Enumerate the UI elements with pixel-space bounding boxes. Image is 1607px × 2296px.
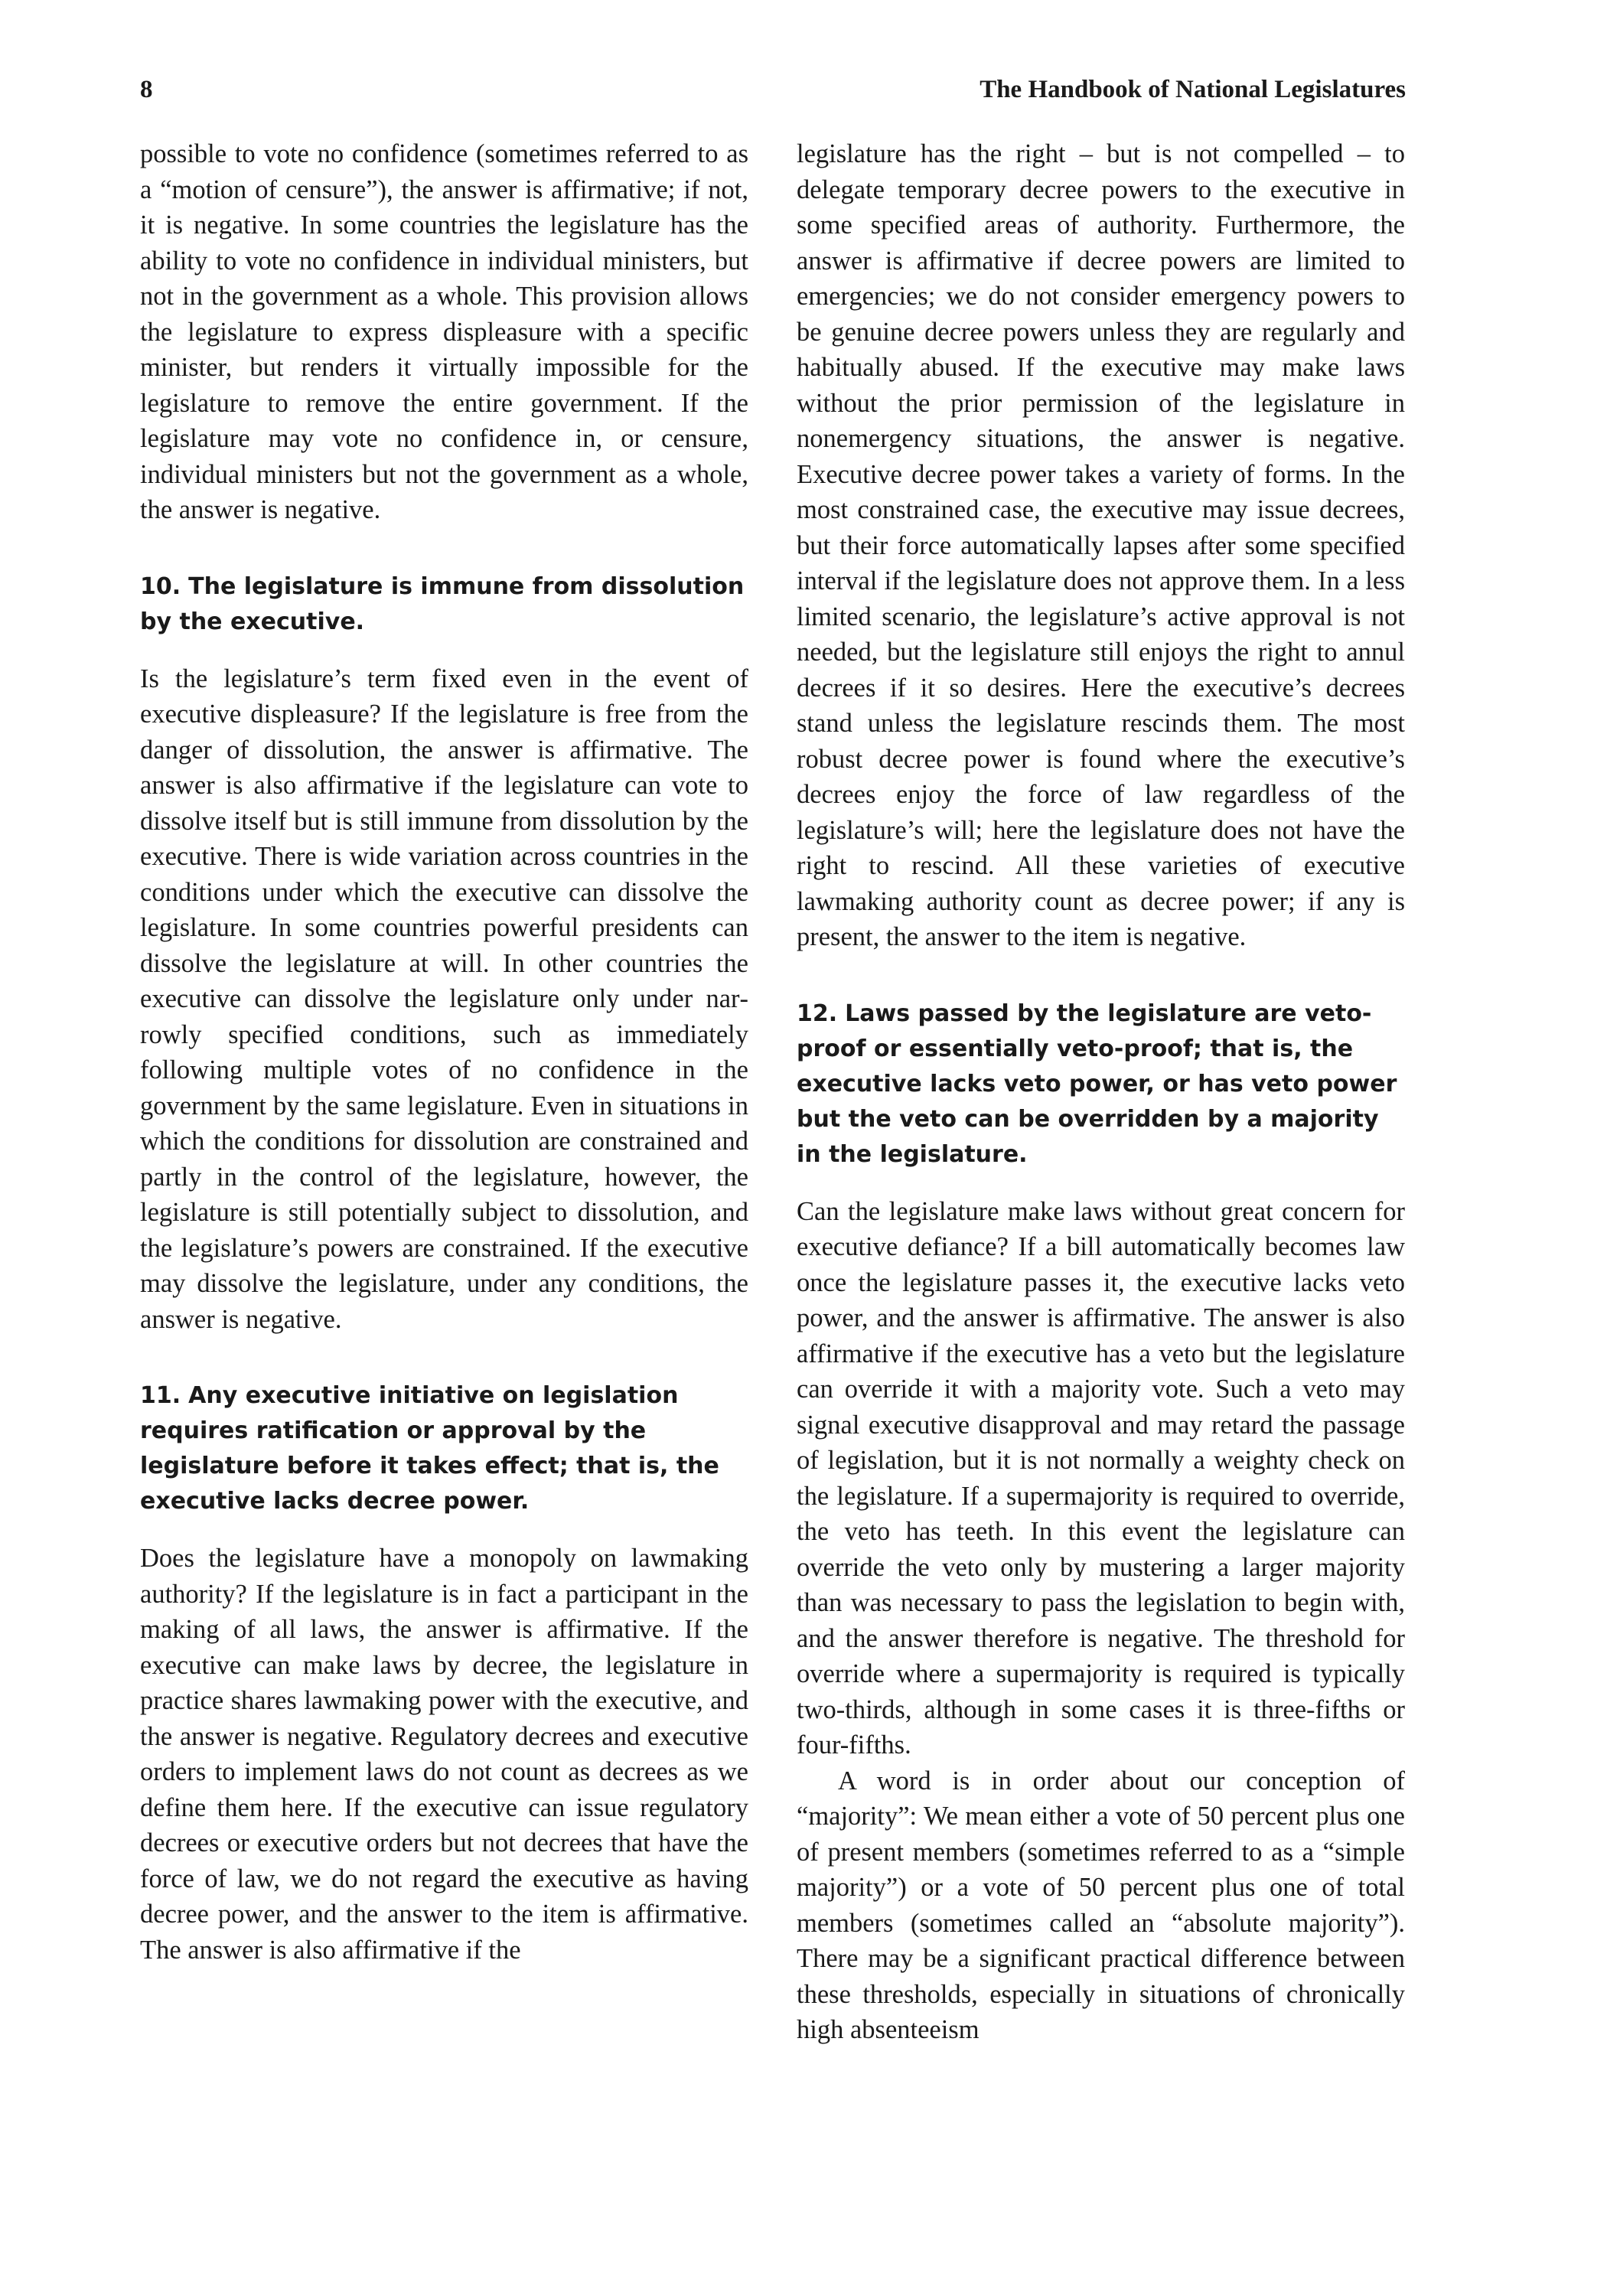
paragraph-veto: Can the legislature make laws without great concern for executive defiance? If a bill automatically becomes law once the legislature passes it, the executive lacks veto power, and the answer is affirmative. The answer is also affirmative if the executive has a veto but the legislature can override it with a majority vote. Such a veto may signal executive disapproval and may retard the passage of legislation, but it is not normally a weighty check on the legislature. If a supermajority is required to override, the veto has teeth. In this event the legislature can override the veto only by mustering a larger majority than was necessary to pass the legislation to begin with, and the answer therefore is negative. The threshold for override where a supermajority is required is typically two-thirds, although in some cases it is three-fifths or four-fifths. — [797, 1196, 1405, 1760]
paragraph-decree-power: Does the legislature have a monopoly on lawmaking authority? If the legislature is in fact a participant in the making of all laws, the answer is affirmative. If the executive can make laws by decree, the legislature in practice shares lawmaking power with the executive, and the answer is negative. Regulatory decrees and executive orders to implement laws do not count as decrees as we define them here. If the executive can issue regulatory decrees or executive orders but not decrees that have the force of law, we do not regard the executive as having decree power, and the answer to the item is affirmative. The answer is also affirmative if the — [140, 1544, 748, 1965]
left-column — [140, 136, 748, 1968]
paragraph-dissolution: Is the legislature’s term fixed even in the event of executive displeasure? If the legislature is free from the danger of dissolution, the answer is affirmative. The answer is also affirmative if the legislature can vote to dissolve itself but is still immune from dissolution by the executive. There is wide variation across countries in the conditions under which the executive can dissolve the legislature. In some countries powerful presidents can dissolve the legislature at will. In other countries the executive can dissolve the legislature only under narrowly specified conditions, such as immediately following multiple votes of no confidence in the government by the same legislature. Even in situations in which the conditions for dissolution are constrained and partly in the control of the legislature, however, the legislature is still potentially subject to dissolution, and the legislature’s powers are constrained. If the executive may dissolve the legislature, under any conditions, the answer is negative. — [140, 664, 748, 1334]
running-head — [140, 70, 1406, 109]
paragraph-majority: A word is in order about our conception of “majority”: We mean either a vote of 50 percent plus one of present members (sometimes referred to as a “simple majority”) or a vote of 50 percent plus one of total members (sometimes called an “absolute majority”). There may be a significant practical difference between these thresholds, especially in situations of chronically high absenteeism — [797, 1766, 1405, 2044]
section-number-12: 12. — [797, 1000, 838, 1027]
paragraph-decree-power-continued: legislature has the right – but is not compelled – to delegate temporary decree powers to the executive in some specified areas of authority. Furthermore, the answer is affirmative if decree powers are limited to emergencies; we do not consider emergency powers to be genuine decree powers unless they are regularly and habitually abused. If the executive may make laws without the prior permission of the legislature in nonemergency situations, the answer is negative. Executive decree power takes a variety of forms. In the most constrained case, the executive may issue decrees, but their force automatically lapses after some specified interval if the legislature does not approve them. In a less limited scenario, the legislature’s active approval is not needed, but the legislature still enjoys the right to annul decrees if it so desires. Here the executive’s decrees stand unless the legislature rescinds them. The most robust decree power is found where the executive’s decrees enjoy the force of law regardless of the legislature’s will; here the legislature does not have the right to rescind. All these varieties of executive lawmaking authority count as decree power; if any is present, the answer to the item is negative. — [797, 139, 1405, 951]
section-number-10: 10. — [140, 572, 181, 600]
book-title: The Handbook of National Legislatures — [980, 76, 1406, 103]
page-number: 8 — [140, 76, 153, 103]
section-title-11: Any executive initiative on legislation requires ratification or approval by the legislature before it takes effect; that is, the executive lacks decree power. — [140, 1382, 719, 1515]
section-heading-12 — [797, 996, 1405, 1172]
right-column — [797, 136, 1405, 2048]
section-heading-10 — [140, 569, 748, 640]
section-title-12: Laws passed by the legislature are veto-proof or essentially veto-proof; that is, the executive lacks veto power, or has veto power but the veto can be overridden by a majority in the legislature. — [797, 1000, 1397, 1168]
section-heading-11 — [140, 1378, 748, 1519]
section-number-11: 11. — [140, 1382, 181, 1409]
paragraph-censure-conclusion: possible to vote no confidence (sometimes referred to as a “motion of censure”), the answer is affirmative; if not, it is negative. In some countries the legislature has the ability to vote no confidence in individual ministers, but not in the government as a whole. This provision allows the legislature to express displeasure with a specific minister, but renders it virtually impossible for the legislature to remove the entire government. If the legislature may vote no confidence in, or censure, individual ministers but not the government as a whole, the answer is negative. — [140, 139, 748, 524]
section-title-10: The legislature is immune from dissolution by the executive. — [140, 572, 745, 635]
